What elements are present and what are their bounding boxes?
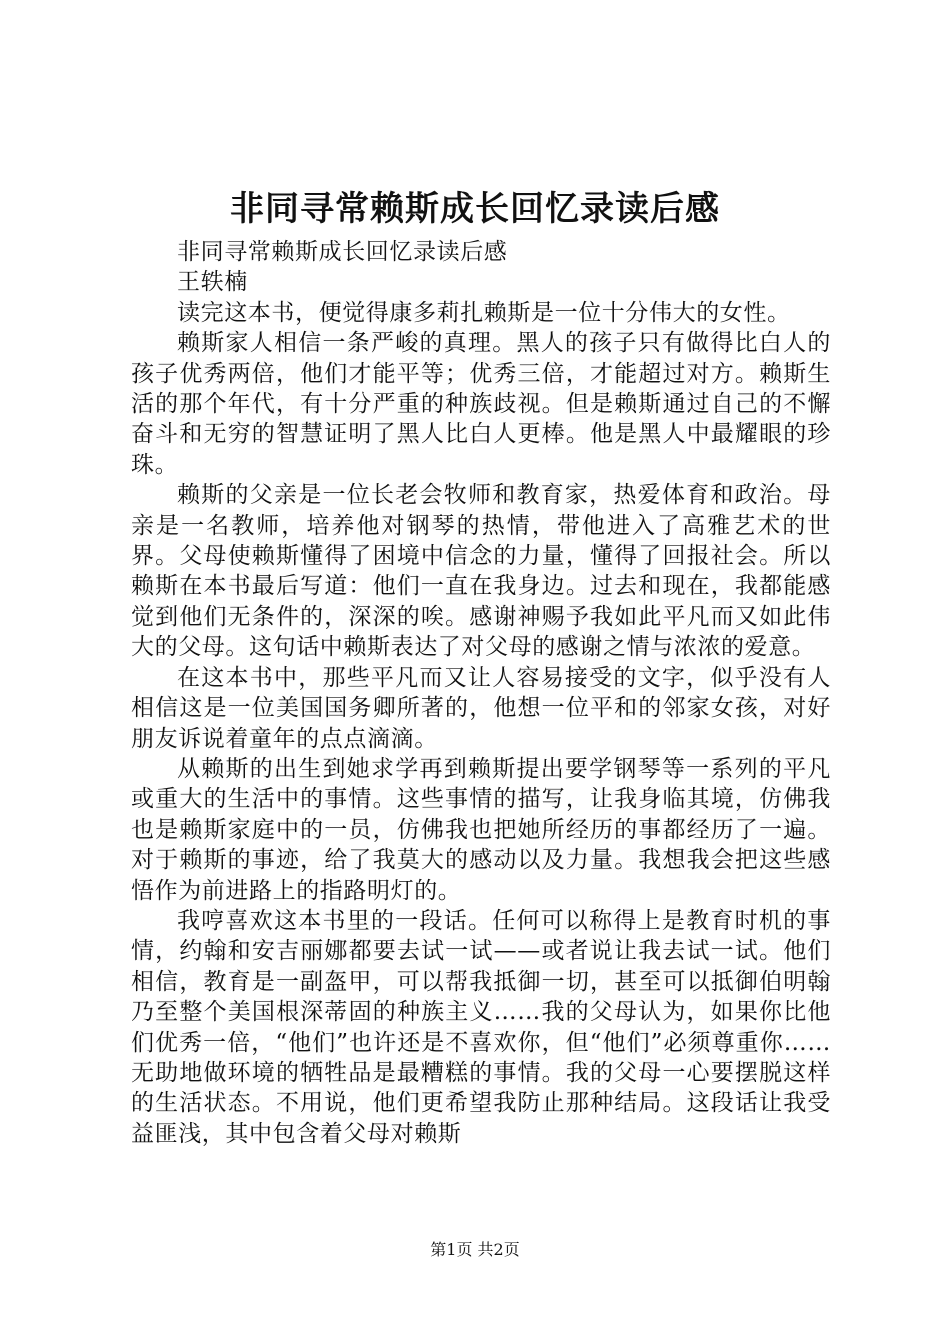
body-paragraph: 赖斯的父亲是一位长老会牧师和教育家，热爱体育和政治。母亲是一名教师，培养他对钢琴的热情，带他进入了高雅艺术的世界。父母使赖斯懂得了困境中信念的力量，懂得了回报社会。所以赖斯在本书最后写道：他们一直在我身边。过去和现在，我都能感觉到他们无条件的，深深的唉。感谢神赐予我如此平凡而又如此伟大的父母。这句话中赖斯表达了对父母的感谢之情与浓浓的爱意。	[131, 482, 831, 661]
page-footer: 第1页 共2页	[430, 1240, 520, 1259]
body-paragraph: 在这本书中，那些平凡而又让人容易接受的文字，似乎没有人相信这是一位美国国务卿所著的，他想一位平和的邻家女孩，对好朋友诉说着童年的点点滴滴。	[131, 664, 831, 752]
body-paragraph: 读完这本书，便觉得康多莉扎赖斯是一位十分伟大的女性。	[177, 299, 791, 326]
subtitle-paragraph: 非同寻常赖斯成长回忆录读后感	[177, 239, 508, 265]
body-paragraph: 赖斯家人相信一条严峻的真理。黑人的孩子只有做得比白人的孩子优秀两倍，他们才能平等；优秀三倍，才能超过对方。赖斯生活的那个年代，有十分严重的种族歧视。但是赖斯通过自己的不懈奋斗和无穷的智慧证明了黑人比白人更棒。他是黑人中最耀眼的珍珠。	[131, 330, 831, 478]
document-body	[131, 237, 831, 1149]
document-title: 非同寻常赖斯成长回忆录读后感	[230, 189, 720, 229]
author-paragraph: 王轶楠	[177, 269, 248, 296]
body-paragraph: 从赖斯的出生到她求学再到赖斯提出要学钢琴等一系列的平凡或重大的生活中的事情。这些事情的描写，让我身临其境，仿佛我也是赖斯家庭中的一员，仿佛我也把她所经历的事都经历了一遍。对于赖斯的事迹，给了我莫大的感动以及力量。我想我会把这些感悟作为前进路上的指路明灯的。	[131, 755, 831, 904]
body-paragraph: 我哼喜欢这本书里的一段话。任何可以称得上是教育时机的事情，约翰和安吉丽娜都要去试一试——或者说让我去试一试。他们相信，教育是一副盔甲，可以帮我抵御一切，甚至可以抵御伯明翰乃至整个美国根深蒂固的种族主义……我的父母认为，如果你比他们优秀一倍，“他们”也许还是不喜欢你，但“他们”必须尊重你……无助地做环境的牺牲品是最糟糕的事情。我的父母一心要摆脱这样的生活状态。不用说，他们更希望我防止那种结局。这段话让我受益匪浅，其中包含着父母对赖斯	[131, 907, 831, 1147]
